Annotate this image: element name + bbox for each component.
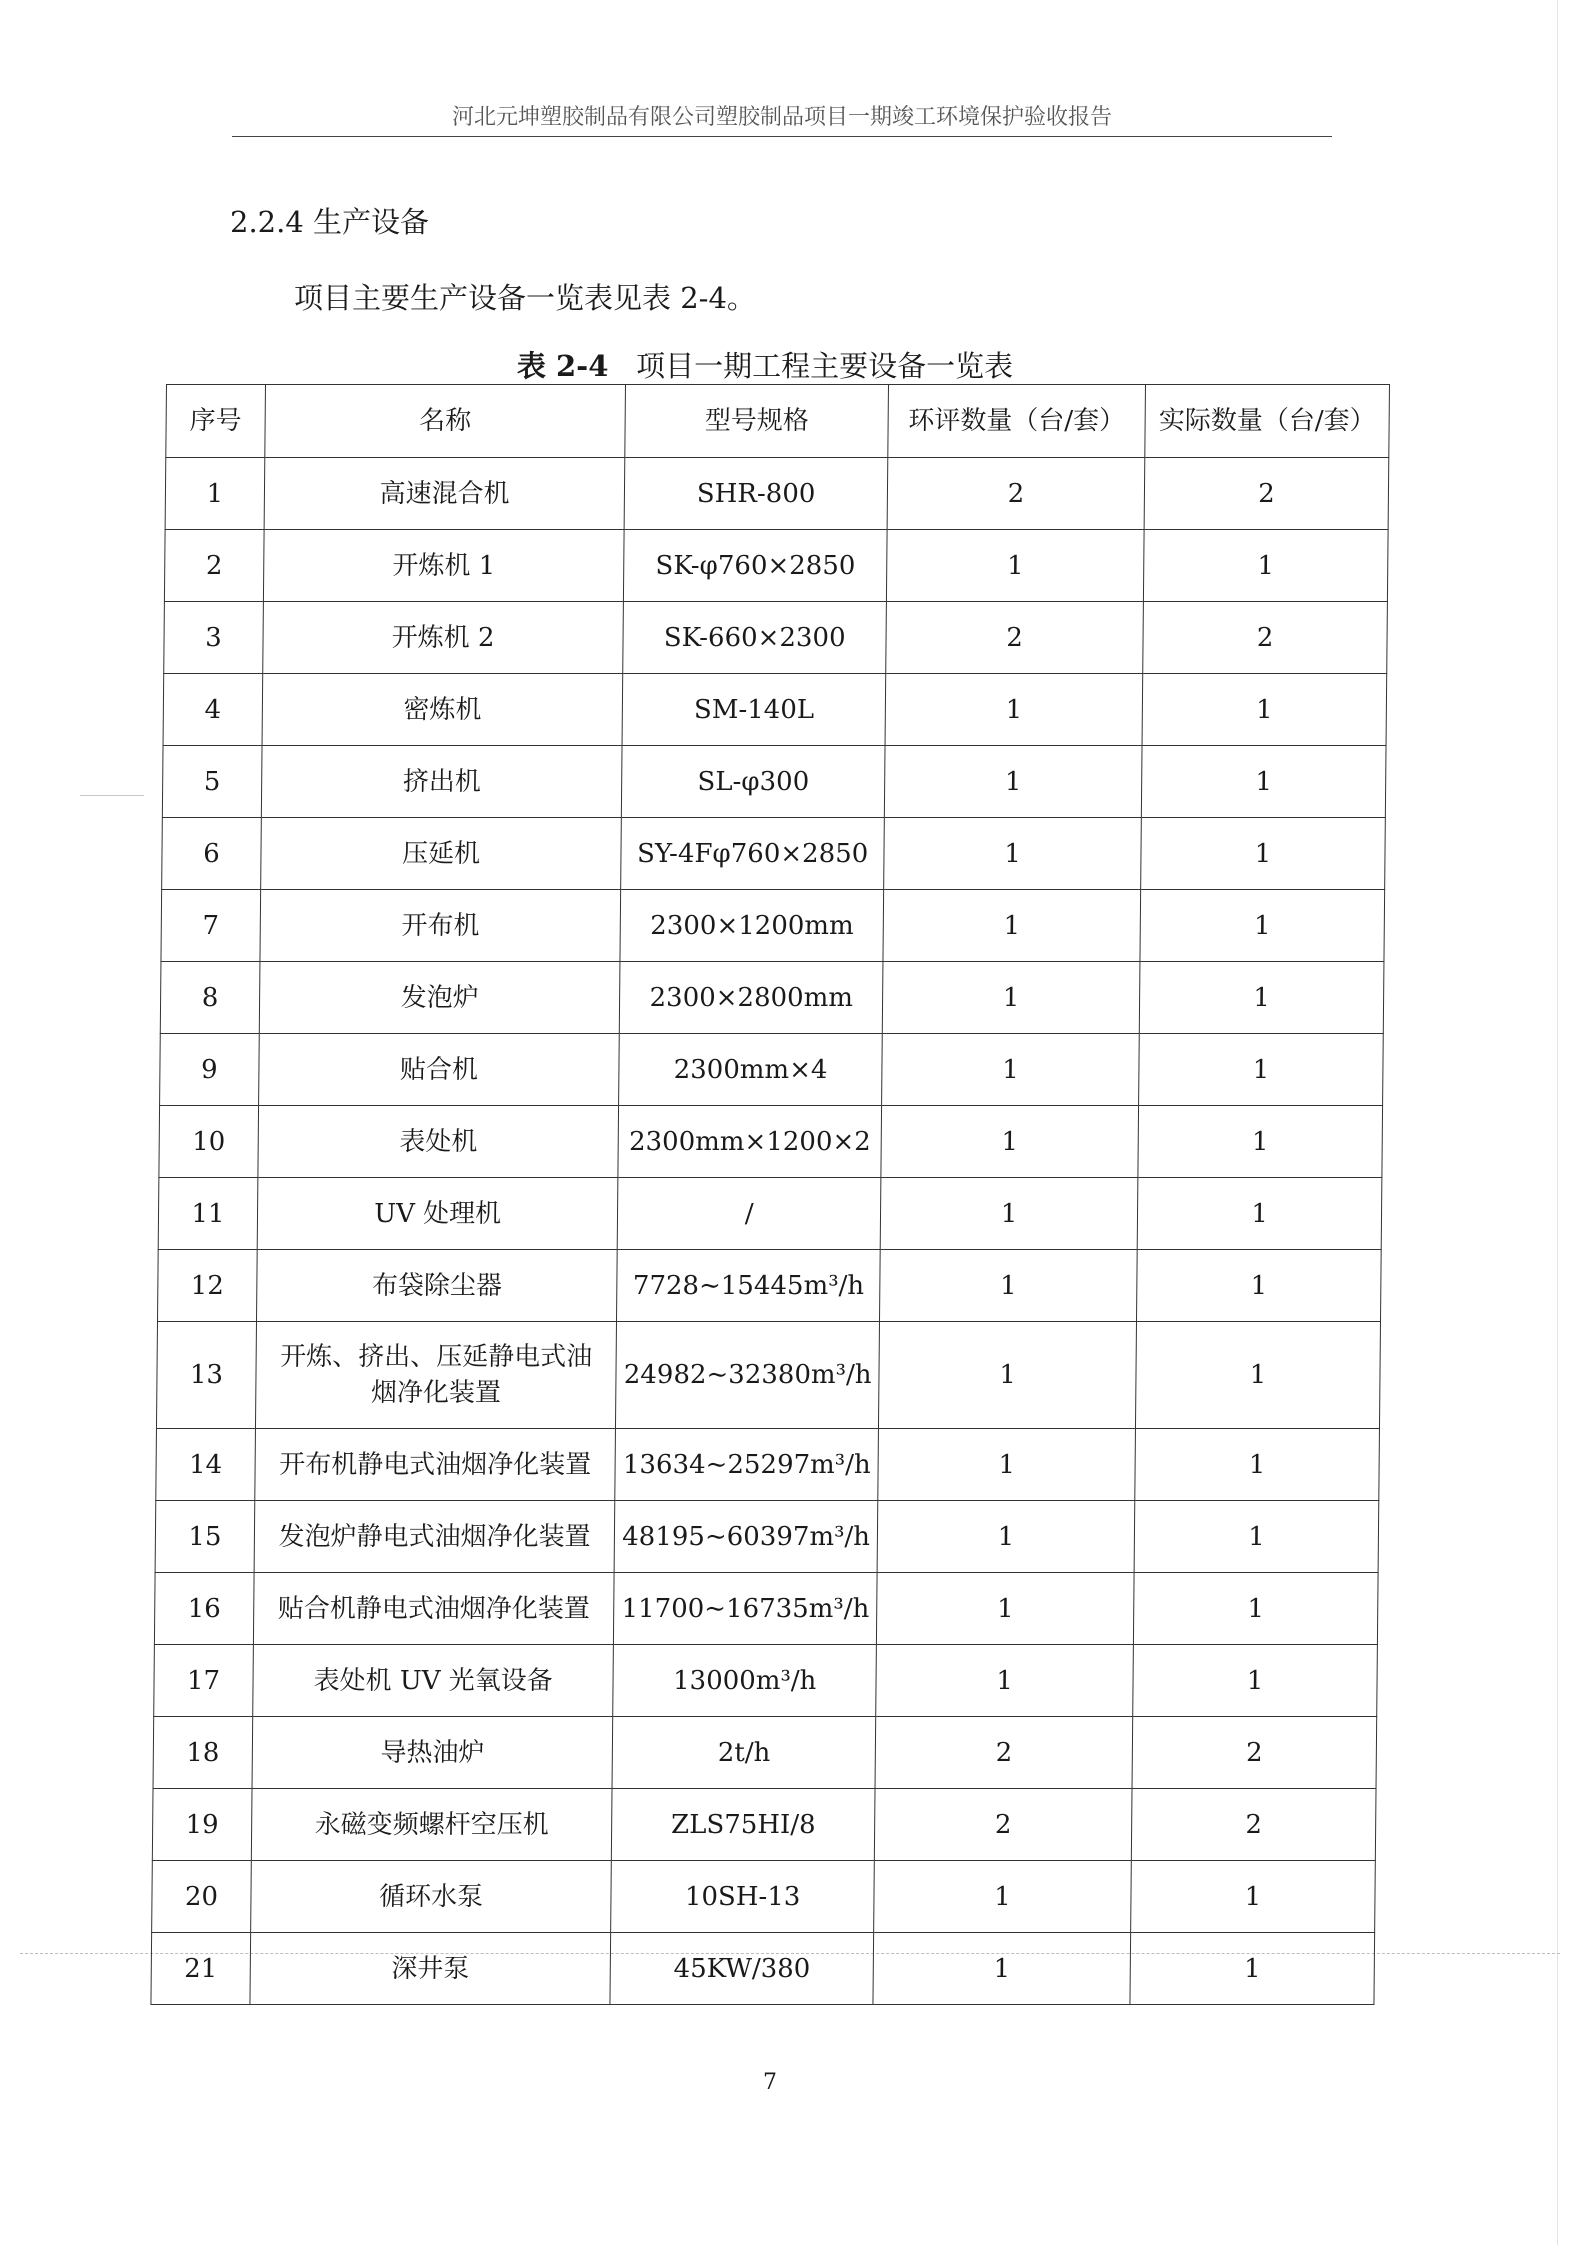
cell-model: 24982~32380m³/h — [616, 1322, 880, 1429]
cell-eia-qty: 1 — [880, 1250, 1138, 1322]
cell-no: 21 — [151, 1933, 251, 2005]
cell-eia-qty: 1 — [876, 1645, 1134, 1717]
table-row — [162, 746, 1386, 818]
cell-no: 20 — [152, 1861, 252, 1933]
cell-eia-qty: 1 — [882, 962, 1140, 1034]
equipment-table — [150, 384, 1390, 2005]
cell-model: / — [617, 1178, 881, 1250]
cell-eia-qty: 1 — [883, 890, 1141, 962]
cell-name: UV 处理机 — [257, 1178, 618, 1250]
cell-name: 永磁变频螺杆空压机 — [251, 1789, 612, 1861]
cell-no: 9 — [160, 1034, 260, 1106]
cell-no: 18 — [153, 1717, 253, 1789]
table-row — [151, 1933, 1375, 2005]
table-title — [0, 344, 1530, 385]
table-row — [159, 1106, 1383, 1178]
cell-model: 13634~25297m³/h — [615, 1429, 879, 1501]
cell-name: 深井泵 — [250, 1933, 611, 2005]
table-row — [156, 1322, 1380, 1429]
cell-no: 10 — [159, 1106, 259, 1178]
running-header: 河北元坤塑胶制品有限公司塑胶制品项目一期竣工环境保护验收报告 — [451, 105, 1112, 130]
cell-no: 5 — [162, 746, 262, 818]
cell-model: 2300×2800mm — [620, 962, 884, 1034]
section-heading: 2.2.4 生产设备 — [230, 205, 430, 239]
cell-no: 15 — [155, 1501, 255, 1573]
cell-name: 发泡炉静电式油烟净化装置 — [254, 1501, 615, 1573]
cell-name: 导热油炉 — [252, 1717, 613, 1789]
cell-no: 11 — [158, 1178, 258, 1250]
cell-no: 17 — [154, 1645, 254, 1717]
table-row — [158, 1178, 1382, 1250]
cell-model: 45KW/380 — [610, 1933, 874, 2005]
cell-eia-qty: 2 — [875, 1717, 1133, 1789]
cell-name: 压延机 — [261, 818, 622, 890]
cell-actual-qty: 2 — [1131, 1789, 1376, 1861]
scan-edge-right — [1557, 0, 1558, 2245]
cell-name: 开炼机 1 — [263, 530, 624, 602]
cell-name: 开布机 — [260, 890, 621, 962]
cell-actual-qty: 1 — [1142, 674, 1387, 746]
table-row — [153, 1717, 1377, 1789]
table-row — [152, 1861, 1376, 1933]
col-header-no: 序号 — [166, 385, 266, 458]
cell-eia-qty: 1 — [874, 1861, 1132, 1933]
cell-name: 循环水泵 — [251, 1861, 612, 1933]
cell-no: 13 — [156, 1322, 256, 1429]
cell-no: 7 — [161, 890, 261, 962]
cell-model: 2300mm×1200×2 — [618, 1106, 882, 1178]
cell-name: 发泡炉 — [259, 962, 620, 1034]
scan-mark-left — [80, 795, 144, 796]
cell-actual-qty: 1 — [1133, 1573, 1378, 1645]
cell-no: 2 — [164, 530, 264, 602]
table-row — [160, 962, 1384, 1034]
table-row — [155, 1501, 1379, 1573]
cell-eia-qty: 1 — [887, 530, 1145, 602]
cell-no: 3 — [164, 602, 264, 674]
cell-model: 13000m³/h — [613, 1645, 877, 1717]
cell-eia-qty: 1 — [880, 1178, 1138, 1250]
cell-model: SHR-800 — [624, 458, 888, 530]
cell-name: 贴合机 — [259, 1034, 620, 1106]
cell-eia-qty: 2 — [874, 1789, 1132, 1861]
cell-eia-qty: 2 — [887, 458, 1145, 530]
cell-model: SL-φ300 — [622, 746, 886, 818]
cell-actual-qty: 1 — [1141, 746, 1386, 818]
cell-no: 1 — [165, 458, 265, 530]
cell-eia-qty: 1 — [878, 1429, 1136, 1501]
table-row — [158, 1250, 1382, 1322]
cell-actual-qty: 1 — [1130, 1933, 1375, 2005]
cell-actual-qty: 1 — [1131, 1861, 1376, 1933]
cell-no: 16 — [154, 1573, 254, 1645]
cell-actual-qty: 1 — [1143, 530, 1388, 602]
cell-name: 布袋除尘器 — [256, 1250, 617, 1322]
cell-eia-qty: 1 — [877, 1501, 1135, 1573]
cell-model: 2300mm×4 — [619, 1034, 883, 1106]
page-number: 7 — [763, 2070, 777, 2095]
col-header-name: 名称 — [265, 385, 626, 458]
cell-no: 8 — [160, 962, 260, 1034]
col-header-model: 型号规格 — [625, 385, 889, 458]
cell-name: 表处机 UV 光氧设备 — [253, 1645, 614, 1717]
cell-actual-qty: 1 — [1140, 890, 1385, 962]
header-rule — [232, 136, 1332, 137]
cell-actual-qty: 1 — [1133, 1645, 1378, 1717]
cell-eia-qty: 1 — [879, 1322, 1137, 1429]
cell-model: 7728~15445m³/h — [617, 1250, 881, 1322]
table-row — [164, 602, 1388, 674]
cell-actual-qty: 1 — [1134, 1501, 1379, 1573]
cell-eia-qty: 2 — [886, 602, 1144, 674]
cell-name: 密炼机 — [262, 674, 623, 746]
cell-model: ZLS75HI/8 — [612, 1789, 876, 1861]
cell-actual-qty: 1 — [1138, 1106, 1383, 1178]
cell-eia-qty: 1 — [873, 1933, 1131, 2005]
cell-name: 表处机 — [258, 1106, 619, 1178]
table-row — [154, 1573, 1378, 1645]
cell-name: 贴合机静电式油烟净化装置 — [253, 1573, 614, 1645]
cell-model: 2t/h — [612, 1717, 876, 1789]
cell-actual-qty: 1 — [1135, 1429, 1380, 1501]
table-row — [164, 530, 1388, 602]
cell-model: 11700~16735m³/h — [614, 1573, 878, 1645]
cell-eia-qty: 1 — [882, 1034, 1140, 1106]
cell-actual-qty: 1 — [1136, 1322, 1381, 1429]
cell-name: 开炼机 2 — [263, 602, 624, 674]
cell-eia-qty: 1 — [885, 674, 1143, 746]
cell-actual-qty: 1 — [1139, 1034, 1384, 1106]
cell-model: SM-140L — [622, 674, 886, 746]
table-row — [154, 1645, 1378, 1717]
cell-model: 48195~60397m³/h — [614, 1501, 878, 1573]
table-header-row — [166, 385, 1390, 458]
cell-no: 4 — [163, 674, 263, 746]
cell-actual-qty: 1 — [1137, 1250, 1382, 1322]
col-header-eia-qty: 环评数量（台/套） — [888, 385, 1146, 458]
cell-eia-qty: 1 — [884, 746, 1142, 818]
cell-model: SK-660×2300 — [623, 602, 887, 674]
intro-paragraph: 项目主要生产设备一览表见表 2-4。 — [294, 281, 756, 315]
cell-eia-qty: 1 — [881, 1106, 1139, 1178]
table-row — [165, 458, 1389, 530]
cell-no: 19 — [152, 1789, 252, 1861]
table-title-text: 项目一期工程主要设备一览表 — [636, 349, 1014, 383]
cell-actual-qty: 2 — [1132, 1717, 1377, 1789]
cell-actual-qty: 1 — [1137, 1178, 1382, 1250]
cell-eia-qty: 1 — [884, 818, 1142, 890]
cell-actual-qty: 2 — [1143, 602, 1388, 674]
cell-no: 6 — [162, 818, 262, 890]
cell-name — [255, 1322, 616, 1429]
table-row — [152, 1789, 1376, 1861]
table-row — [162, 818, 1386, 890]
cell-name-line-1: 开炼、挤出、压延静电式油 — [280, 1342, 593, 1372]
cell-no: 12 — [158, 1250, 258, 1322]
cell-name: 高速混合机 — [264, 458, 625, 530]
table-title-number: 表 2-4 — [516, 349, 609, 383]
cell-eia-qty: 1 — [876, 1573, 1134, 1645]
cell-actual-qty: 1 — [1139, 962, 1384, 1034]
cell-actual-qty: 1 — [1141, 818, 1386, 890]
cell-no: 14 — [156, 1429, 256, 1501]
cell-actual-qty: 2 — [1144, 458, 1389, 530]
cell-model: 2300×1200mm — [620, 890, 884, 962]
cell-name: 挤出机 — [261, 746, 622, 818]
table-row — [161, 890, 1385, 962]
table-row — [160, 1034, 1384, 1106]
cell-name-line-2: 烟净化装置 — [370, 1378, 502, 1408]
col-header-actual-qty: 实际数量（台/套） — [1145, 385, 1390, 458]
table-row — [163, 674, 1387, 746]
table-row — [156, 1429, 1380, 1501]
cell-model: 10SH-13 — [611, 1861, 875, 1933]
cell-name: 开布机静电式油烟净化装置 — [255, 1429, 616, 1501]
cell-model: SY-4Fφ760×2850 — [621, 818, 885, 890]
cell-model: SK-φ760×2850 — [624, 530, 888, 602]
